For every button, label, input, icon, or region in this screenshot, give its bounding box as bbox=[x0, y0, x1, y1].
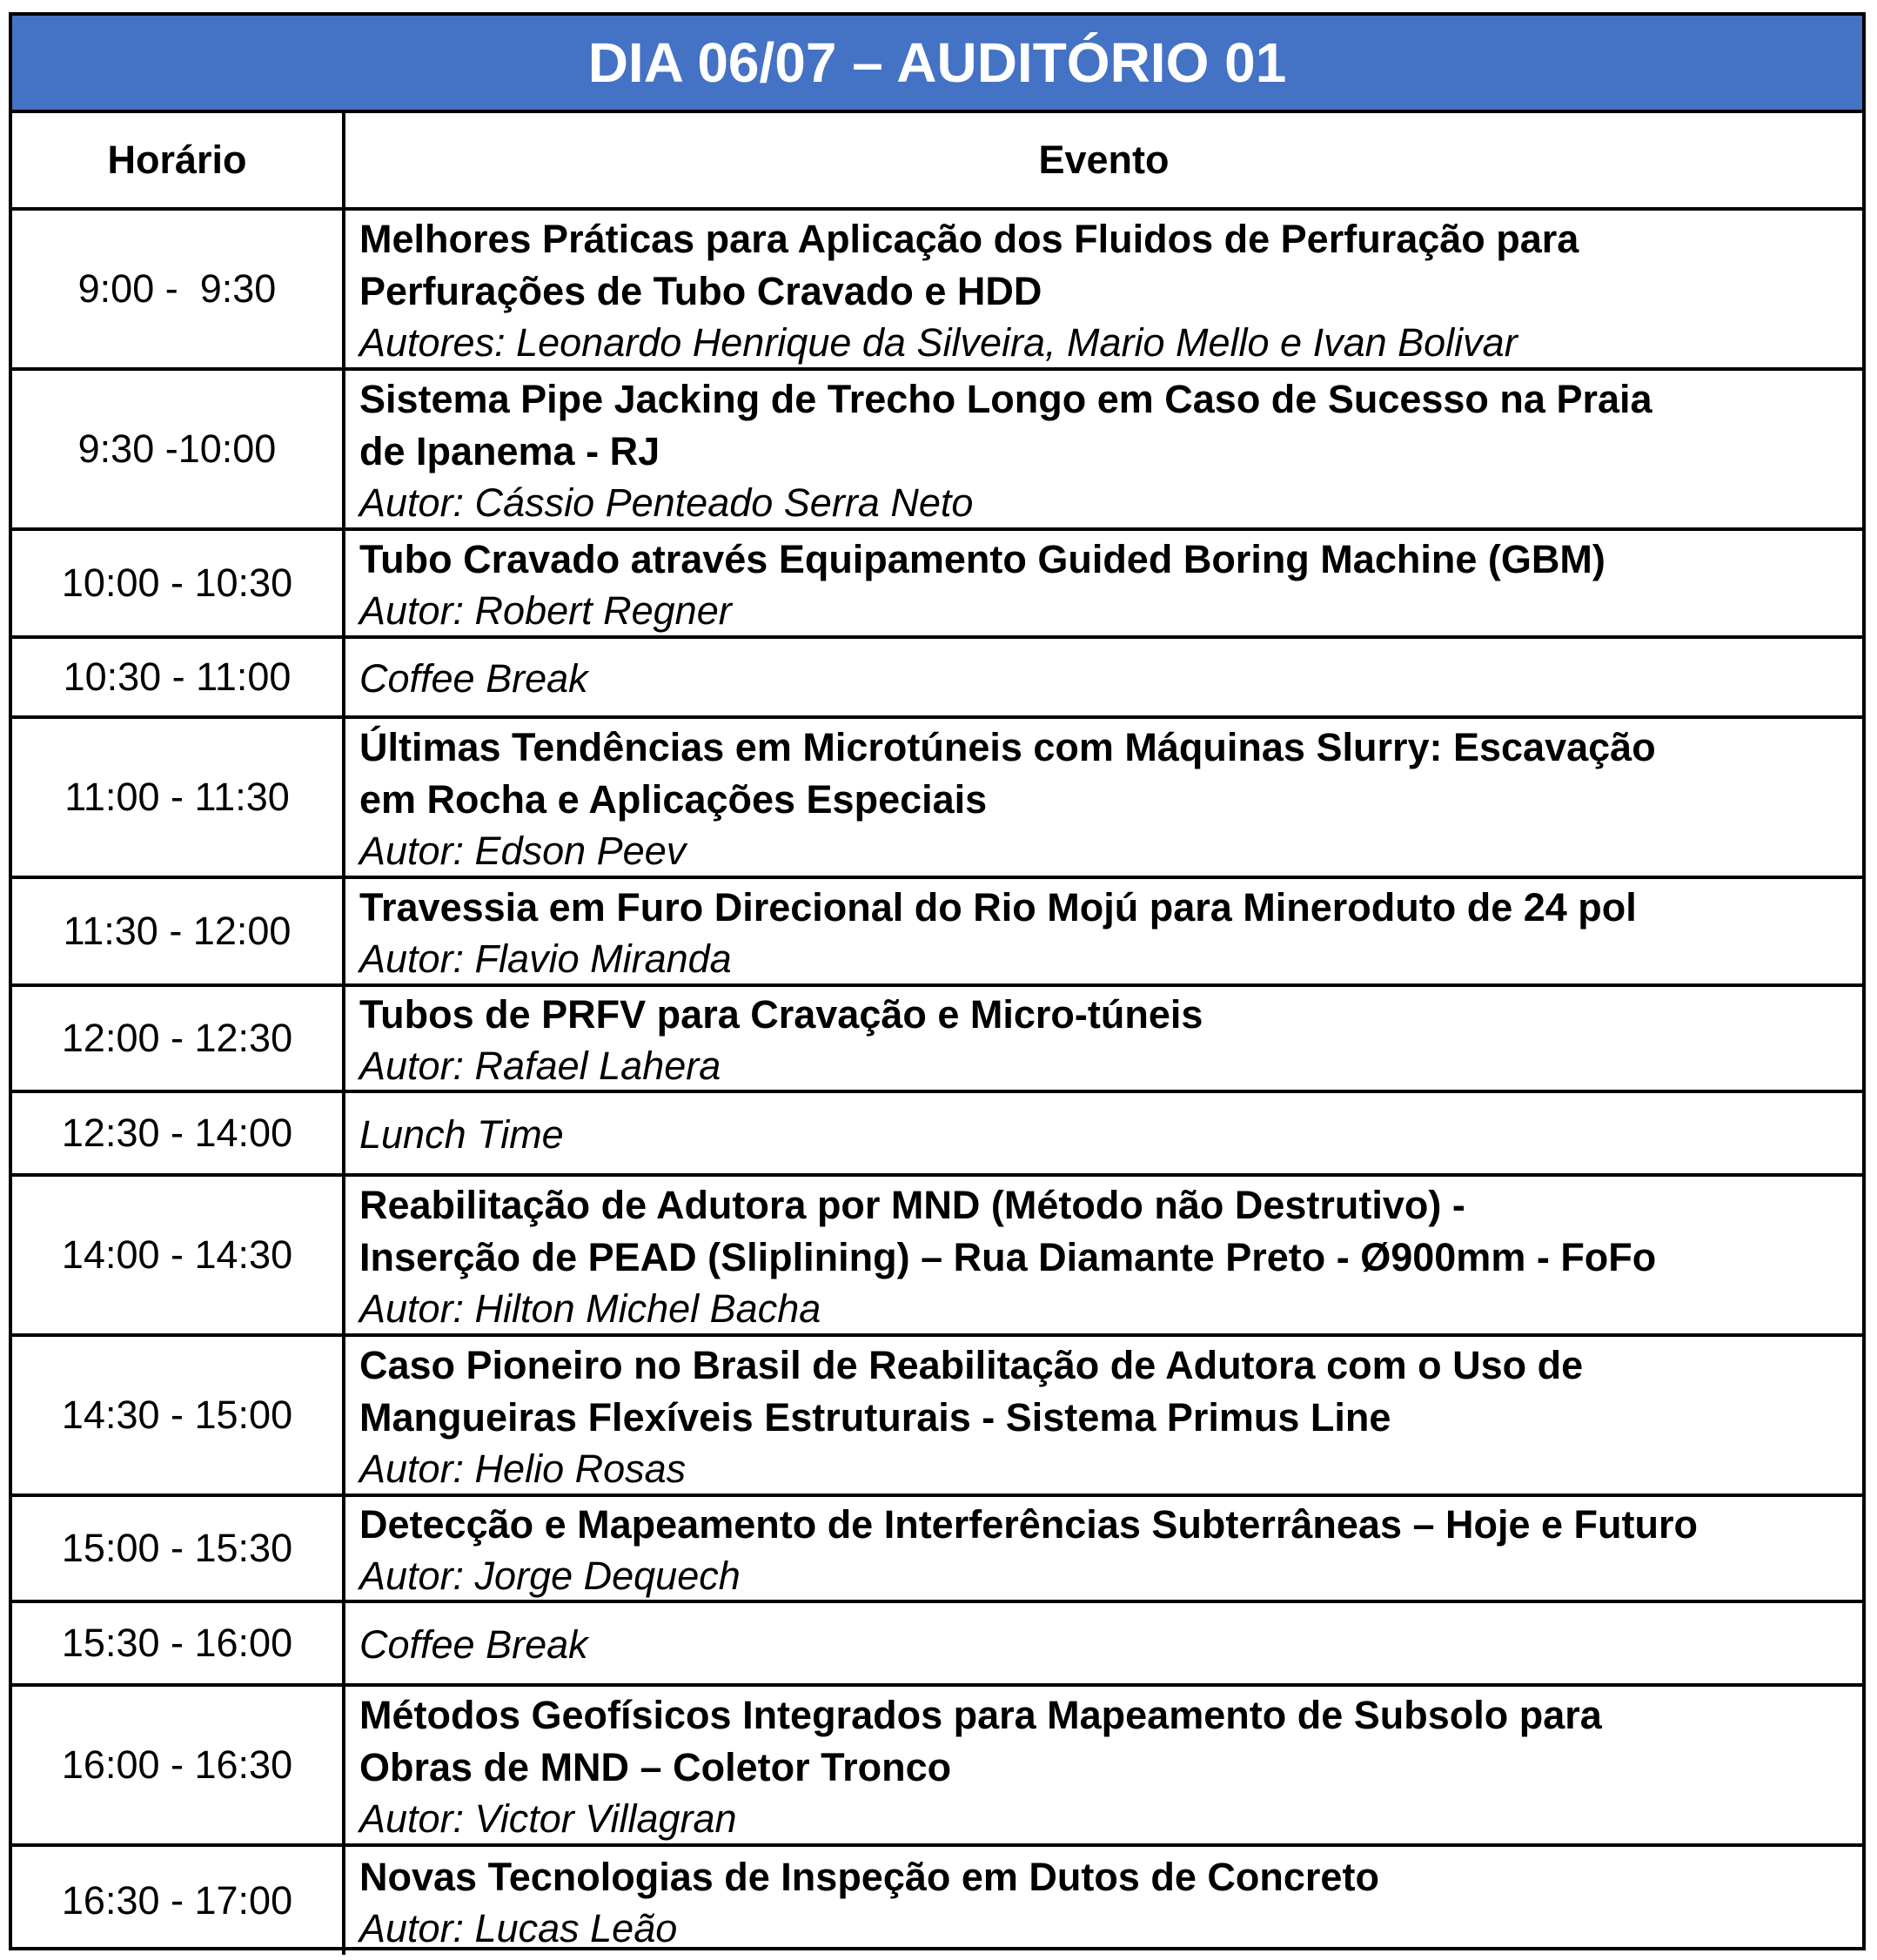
time-cell: 16:00 - 16:30 bbox=[12, 1687, 345, 1843]
session-author: Autor: Rafael Lahera bbox=[359, 1044, 721, 1088]
time-cell: 12:30 - 14:00 bbox=[12, 1093, 345, 1173]
session-author: Autor: Hilton Michel Bacha bbox=[359, 1286, 821, 1331]
header-event: Evento bbox=[1038, 138, 1170, 182]
break-row bbox=[12, 1093, 1862, 1177]
event-cell bbox=[345, 1093, 1862, 1173]
time-cell: 14:30 - 15:00 bbox=[12, 1337, 345, 1493]
time-cell: 12:00 - 12:30 bbox=[12, 987, 345, 1090]
session-row bbox=[12, 371, 1862, 531]
session-author: Autor: Jorge Dequech bbox=[359, 1554, 741, 1598]
event-cell bbox=[345, 1847, 1862, 1955]
session-row bbox=[12, 1847, 1862, 1955]
event-cell bbox=[345, 987, 1862, 1090]
time-cell: 9:00 - 9:30 bbox=[12, 211, 345, 367]
time-cell: 10:00 - 10:30 bbox=[12, 531, 345, 635]
session-title-line: em Rocha e Aplicações Especiais bbox=[359, 777, 988, 822]
session-title-line: de Ipanema - RJ bbox=[359, 429, 660, 473]
session-title-line: Melhores Práticas para Aplicação dos Fluidos de Perfuração para bbox=[359, 217, 1579, 261]
time-cell: 11:00 - 11:30 bbox=[12, 719, 345, 876]
break-label: Coffee Break bbox=[359, 1622, 588, 1667]
header-time: Horário bbox=[12, 113, 345, 207]
time-cell: 15:30 - 16:00 bbox=[12, 1603, 345, 1683]
session-row bbox=[12, 879, 1862, 987]
session-author: Autor: Cássio Penteado Serra Neto bbox=[359, 480, 974, 525]
session-row bbox=[12, 987, 1862, 1093]
session-author: Autor: Edson Peev bbox=[359, 829, 687, 873]
schedule-table bbox=[9, 12, 1866, 1950]
session-row bbox=[12, 211, 1862, 371]
event-cell bbox=[345, 639, 1862, 715]
session-title-line: Métodos Geofísicos Integrados para Mapeamento de Subsolo para bbox=[359, 1693, 1602, 1737]
session-title-line: Inserção de PEAD (Sliplining) – Rua Diamante Preto - Ø900mm - FoFo bbox=[359, 1235, 1657, 1279]
time-cell: 14:00 - 14:30 bbox=[12, 1177, 345, 1333]
session-author: Autor: Victor Villagran bbox=[359, 1796, 737, 1841]
event-cell bbox=[345, 1497, 1862, 1600]
session-author: Autor: Flavio Miranda bbox=[359, 936, 732, 981]
session-row bbox=[12, 1177, 1862, 1337]
table-banner: DIA 06/07 – AUDITÓRIO 01 bbox=[12, 16, 1862, 113]
session-author: Autor: Helio Rosas bbox=[359, 1447, 687, 1491]
time-cell: 9:30 -10:00 bbox=[12, 371, 345, 527]
session-row bbox=[12, 531, 1862, 639]
session-title-line: Perfurações de Tubo Cravado e HDD bbox=[359, 269, 1042, 313]
event-cell bbox=[345, 1337, 1862, 1493]
event-cell bbox=[345, 1603, 1862, 1683]
schedule-grid bbox=[12, 113, 1862, 1955]
event-cell bbox=[345, 719, 1862, 876]
session-title-line: Obras de MND – Coletor Tronco bbox=[359, 1745, 952, 1789]
session-title-line: Novas Tecnologias de Inspeção em Dutos de Concreto bbox=[359, 1855, 1379, 1899]
event-cell bbox=[345, 371, 1862, 527]
session-author: Autores: Leonardo Henrique da Silveira, Mario Mello e Ivan Bolivar bbox=[359, 320, 1518, 365]
session-title-line: Tubo Cravado através Equipamento Guided Boring Machine (GBM) bbox=[359, 537, 1606, 581]
event-cell bbox=[345, 211, 1862, 367]
session-title-line: Últimas Tendências em Microtúneis com Máquinas Slurry: Escavação bbox=[359, 725, 1656, 769]
header-row bbox=[12, 113, 1862, 211]
session-title-line: Mangueiras Flexíveis Estruturais - Sistema Primus Line bbox=[359, 1395, 1391, 1440]
time-cell: 15:00 - 15:30 bbox=[12, 1497, 345, 1600]
time-cell: 11:30 - 12:00 bbox=[12, 879, 345, 983]
break-label: Lunch Time bbox=[359, 1112, 564, 1157]
session-author: Autor: Lucas Leão bbox=[359, 1906, 678, 1950]
break-row bbox=[12, 639, 1862, 719]
session-row bbox=[12, 719, 1862, 879]
event-cell bbox=[345, 1177, 1862, 1333]
session-title-line: Sistema Pipe Jacking de Trecho Longo em Caso de Sucesso na Praia bbox=[359, 377, 1652, 421]
session-title-line: Reabilitação de Adutora por MND (Método não Destrutivo) - bbox=[359, 1183, 1465, 1227]
event-cell bbox=[345, 531, 1862, 635]
event-cell bbox=[345, 1687, 1862, 1843]
time-cell: 16:30 - 17:00 bbox=[12, 1847, 345, 1955]
break-label: Coffee Break bbox=[359, 656, 588, 701]
session-author: Autor: Robert Regner bbox=[359, 588, 732, 633]
session-title-line: Travessia em Furo Direcional do Rio Mojú para Mineroduto de 24 pol bbox=[359, 885, 1637, 930]
session-title-line: Caso Pioneiro no Brasil de Reabilitação de Adutora com o Uso de bbox=[359, 1343, 1584, 1387]
session-row bbox=[12, 1687, 1862, 1847]
session-title-line: Tubos de PRFV para Cravação e Micro-túneis bbox=[359, 992, 1203, 1037]
session-row bbox=[12, 1497, 1862, 1603]
session-row bbox=[12, 1337, 1862, 1497]
event-cell bbox=[345, 879, 1862, 983]
time-cell: 10:30 - 11:00 bbox=[12, 639, 345, 715]
break-row bbox=[12, 1603, 1862, 1687]
session-title-line: Detecção e Mapeamento de Interferências Subterrâneas – Hoje e Futuro bbox=[359, 1502, 1698, 1547]
